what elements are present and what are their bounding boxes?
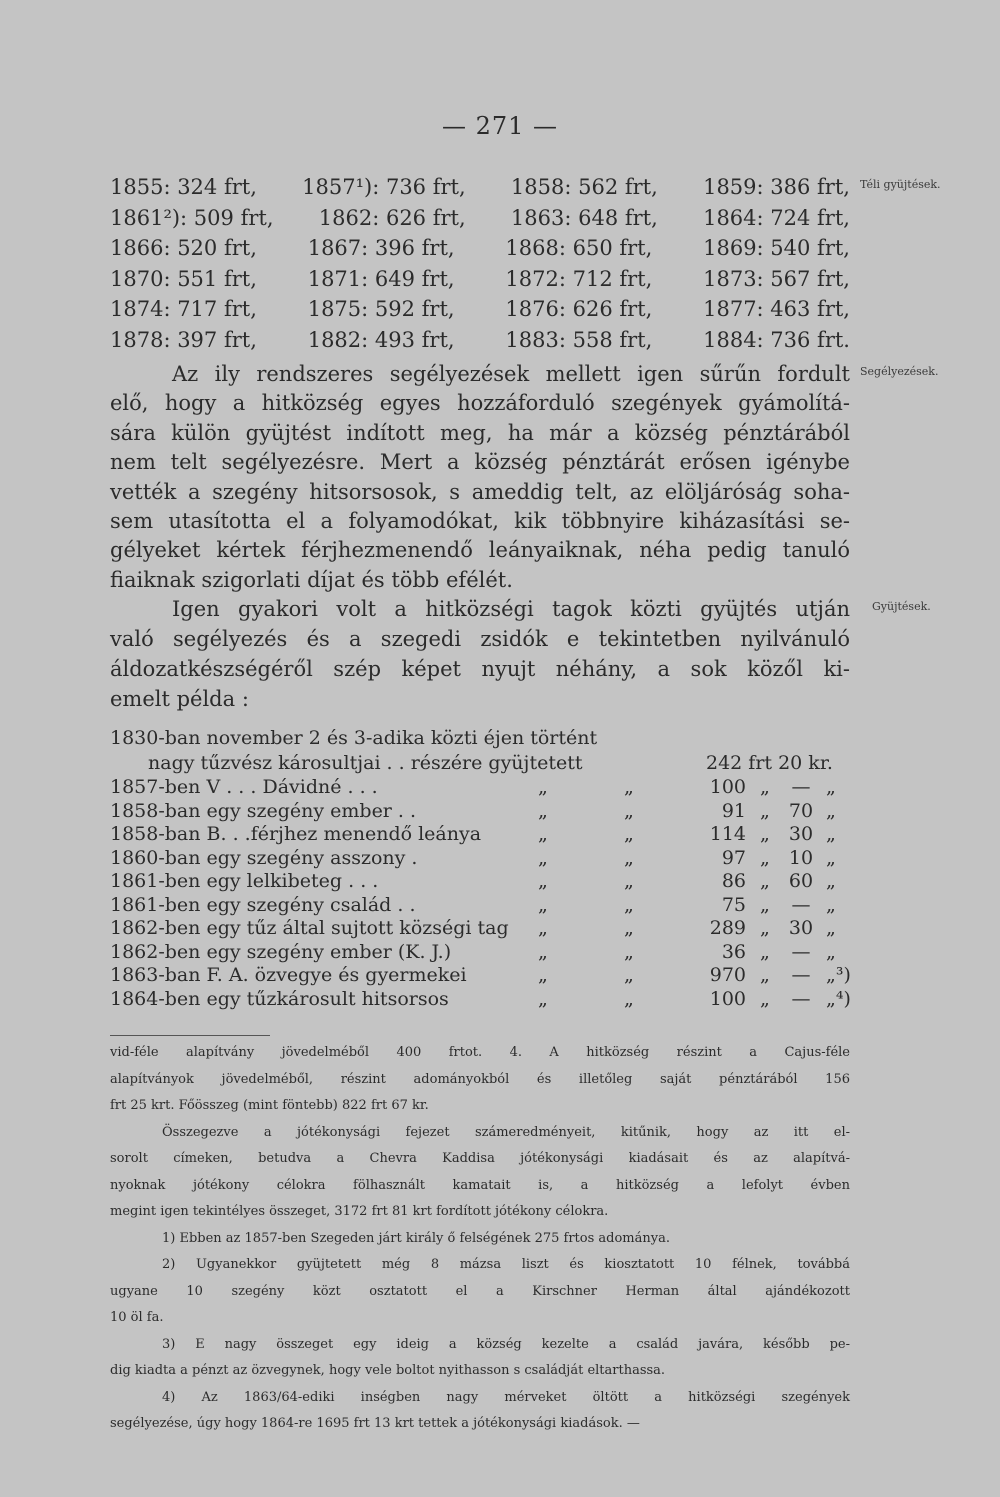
page-number: — 271 — <box>441 112 559 140</box>
table-kr: — <box>791 893 811 916</box>
table-row-label: 1862-ben egy szegény ember (K. J.) <box>110 940 452 963</box>
table-row-label: 1861-ben egy szegény család . . <box>110 893 416 916</box>
table-kr: 30 <box>788 917 814 939</box>
text-line: vették a szegény hitsorsosok, s ameddig telt, az elöljáróság soha- <box>110 479 850 504</box>
year-entry: 1867: 396 frt, <box>307 236 455 260</box>
table-kr: 10 <box>788 846 814 869</box>
text-line: való segélyezés és a szegedi zsidók e tekintetben nyilvánuló <box>110 627 850 651</box>
footnote-line: nyoknak jótékony célokra fölhasznált kamatait is, a hitközség a lefolyt évben <box>110 1177 850 1193</box>
ditto-mark: „ <box>826 846 836 869</box>
text-line: nem telt segélyezésre. Mert a község pénztárát erősen igénybe <box>110 450 850 475</box>
footnote-line: segélyezése, úgy hogy 1864-re 1695 frt 13 krt tettek a jótékonysági kiadások. — <box>110 1416 640 1431</box>
text-line: gélyeket kértek férjhezmenendő leányaiknak, néha pedig tanuló <box>110 538 850 563</box>
ditto-mark: „ <box>538 987 548 1010</box>
table-amount: 36 <box>721 940 746 963</box>
table-row-label: 1860-ban egy szegény asszony . <box>110 846 418 869</box>
table-amount: 91 <box>721 799 746 822</box>
ditto-mark: „ <box>760 893 770 916</box>
ditto-mark: „ <box>624 917 634 939</box>
ditto-mark: „³) <box>826 964 851 986</box>
ditto-mark: „ <box>624 870 634 892</box>
text-line: elő, hogy a hitközség egyes hozzáforduló szegények gyámolítá- <box>110 391 850 416</box>
year-line <box>110 297 850 321</box>
ditto-mark: „ <box>624 823 634 845</box>
table-row-label: 1858-ban B. . .férjhez menendő leánya <box>110 823 482 845</box>
year-entry: 1875: 592 frt, <box>307 297 455 321</box>
year-entry: 1863: 648 frt, <box>510 205 658 230</box>
year-entry: 1878: 397 frt, <box>110 327 257 352</box>
ditto-mark: „ <box>624 799 634 822</box>
year-entry: 1868: 650 frt, <box>505 236 653 260</box>
year-line <box>110 175 850 199</box>
table-intro-line-1: 1830-ban november 2 és 3-adika közti éjen történt <box>110 727 598 749</box>
ditto-mark: „ <box>624 940 634 963</box>
table-kr: 30 <box>788 823 814 845</box>
ditto-mark: „ <box>538 823 548 845</box>
ditto-mark: „ <box>826 893 836 916</box>
table-intro-line-2: nagy tűzvész károsultjai . . részére gyüjtetett <box>148 752 583 774</box>
table-amount: 97 <box>721 846 746 869</box>
ditto-mark: „ <box>538 964 548 986</box>
footnote-line: 4) Az 1863/64-ediki inségben nagy mérveket öltött a hitközségi szegények <box>162 1389 850 1405</box>
ditto-mark: „ <box>624 893 634 916</box>
ditto-mark: „ <box>624 964 634 986</box>
footnote-line: 10 öl fa. <box>110 1310 164 1325</box>
table-amount: 289 <box>709 917 746 939</box>
year-entry: 1876: 626 frt, <box>505 297 653 321</box>
year-entry: 1884: 736 frt. <box>703 327 850 352</box>
ditto-mark: „ <box>538 940 548 963</box>
text-line: sára külön gyüjtést indított meg, ha már a község pénztárából <box>110 420 850 445</box>
year-line <box>110 328 850 352</box>
ditto-mark: „ <box>538 870 548 892</box>
year-line <box>110 236 850 260</box>
table-row-label: 1862-ben egy tűz által sujtott községi tag <box>110 917 509 939</box>
table-amount: 75 <box>721 893 746 916</box>
footnote-line: dig kiadta a pénzt az özvegynek, hogy vele boltot nyithasson s családját eltarthassa. <box>110 1363 666 1378</box>
text-line: sem utasította el a folyamodókat, kik többnyire kiházasítási se- <box>110 509 850 533</box>
text-line: áldozatkészségéről szép képet nyujt néhány, a sok közől ki- <box>110 657 850 681</box>
ditto-mark: „ <box>760 776 770 798</box>
table-row-label: 1857-ben V . . . Dávidné . . . <box>110 776 378 798</box>
year-entry: 1870: 551 frt, <box>110 266 257 291</box>
ditto-mark: „ <box>826 799 836 822</box>
year-entry: 1874: 717 frt, <box>110 297 257 321</box>
year-entry: 1869: 540 frt, <box>703 236 850 260</box>
footnote-line: ugyane 10 szegény közt osztatott el a Kirschner Herman által ajándékozott <box>110 1283 850 1299</box>
ditto-mark: „ <box>624 987 634 1010</box>
year-entry: 1862: 626 frt, <box>318 205 466 230</box>
table-amount: 114 <box>709 823 746 845</box>
year-entry: 1864: 724 frt, <box>703 205 850 230</box>
table-kr: 60 <box>788 870 814 892</box>
footnote-line: 2) Ugyanekkor gyüjtetett még 8 mázsa liszt és kiosztatott 10 félnek, továbbá <box>162 1257 850 1272</box>
table-kr: — <box>791 987 811 1010</box>
table-row-label: 1858-ban egy szegény ember . . <box>110 799 417 822</box>
year-entry: 1866: 520 frt, <box>110 236 257 260</box>
footnote-line: 3) E nagy összeget egy ideig a község kezelte a család javára, később pe- <box>162 1336 850 1352</box>
text-line: emelt példa : <box>110 687 249 711</box>
ditto-mark: „ <box>760 870 770 892</box>
ditto-mark: „ <box>538 893 548 916</box>
ditto-mark: „ <box>760 987 770 1010</box>
ditto-mark: „ <box>826 870 836 892</box>
margin-note-collections: Gyüjtések. <box>872 600 931 613</box>
ditto-mark: „ <box>538 776 548 798</box>
table-row-label: 1864-ben egy tűzkárosult hitsorsos <box>110 987 449 1010</box>
year-entry: 1857¹): 736 frt, <box>302 175 466 199</box>
footnote-line: Összegezve a jótékonysági fejezet számeredményeit, kitűnik, hogy az itt el- <box>162 1124 850 1140</box>
ditto-mark: „⁴) <box>826 987 851 1010</box>
year-entry: 1882: 493 frt, <box>307 327 455 352</box>
ditto-mark: „ <box>826 917 836 939</box>
year-entry: 1873: 567 frt, <box>703 266 850 291</box>
ditto-mark: „ <box>826 823 836 845</box>
table-amount: 970 <box>709 964 746 986</box>
year-entry: 1858: 562 frt, <box>510 175 658 199</box>
ditto-mark: „ <box>538 846 548 869</box>
year-entry: 1877: 463 frt, <box>703 297 850 321</box>
ditto-mark: „ <box>760 917 770 939</box>
ditto-mark: „ <box>760 846 770 869</box>
text-line: Az ily rendszeres segélyezések mellett igen sűrűn fordult <box>172 362 850 386</box>
text-line: Igen gyakori volt a hitközségi tagok közti gyüjtés utján <box>172 597 850 621</box>
table-first-amount: 242 frt 20 kr. <box>706 752 833 774</box>
ditto-mark: „ <box>624 846 634 869</box>
ditto-mark: „ <box>624 776 634 798</box>
margin-note-winter: Téli gyüjtések. <box>860 178 941 191</box>
ditto-mark: „ <box>760 940 770 963</box>
table-row-label: 1861-ben egy lelkibeteg . . . <box>110 870 379 892</box>
table-kr: — <box>791 964 811 986</box>
year-entry: 1861²): 509 frt, <box>110 205 274 230</box>
year-line <box>110 206 850 230</box>
year-line <box>110 267 850 291</box>
ditto-mark: „ <box>538 799 548 822</box>
year-entry: 1883: 558 frt, <box>505 327 653 352</box>
table-amount: 100 <box>709 776 746 798</box>
ditto-mark: „ <box>538 917 548 939</box>
footnote-line: vid-féle alapítvány jövedelméből 400 frtot. 4. A hitközség részint a Cajus-féle <box>110 1045 850 1060</box>
year-entry: 1872: 712 frt, <box>505 266 653 291</box>
ditto-mark: „ <box>760 964 770 986</box>
table-amount: 86 <box>721 870 746 892</box>
footnote-line: megint igen tekintélyes összeget, 3172 frt 81 krt fordított jótékony célokra. <box>110 1204 609 1219</box>
table-amount: 100 <box>709 987 746 1010</box>
footnote-rule <box>110 1035 270 1036</box>
footnote-line: alapítványok jövedelméből, részint adományokból és illetőleg saját pénztárából 156 <box>110 1071 850 1087</box>
footnote-line: sorolt címeken, betudva a Chevra Kaddisa jótékonysági kiadásait és az alapítvá- <box>110 1151 850 1166</box>
year-entry: 1859: 386 frt, <box>703 175 850 199</box>
table-kr: — <box>791 776 811 798</box>
year-entry: 1855: 324 frt, <box>110 175 257 199</box>
ditto-mark: „ <box>760 799 770 822</box>
year-entry: 1871: 649 frt, <box>307 266 455 291</box>
table-kr: 70 <box>788 799 814 822</box>
text-line: fiaiknak szigorlati díjat és több efélét. <box>110 567 513 592</box>
margin-note-aid: Segélyezések. <box>860 365 939 378</box>
ditto-mark: „ <box>826 776 836 798</box>
table-row-label: 1863-ban F. A. özvegye és gyermekei <box>110 964 467 986</box>
ditto-mark: „ <box>826 940 836 963</box>
footnote-line: frt 25 krt. Főösszeg (mint föntebb) 822 frt 67 kr. <box>110 1098 429 1113</box>
footnote-line: 1) Ebben az 1857-ben Szegeden járt király ő felségének 275 frtos adománya. <box>162 1230 670 1246</box>
table-kr: — <box>791 940 811 963</box>
ditto-mark: „ <box>760 823 770 845</box>
